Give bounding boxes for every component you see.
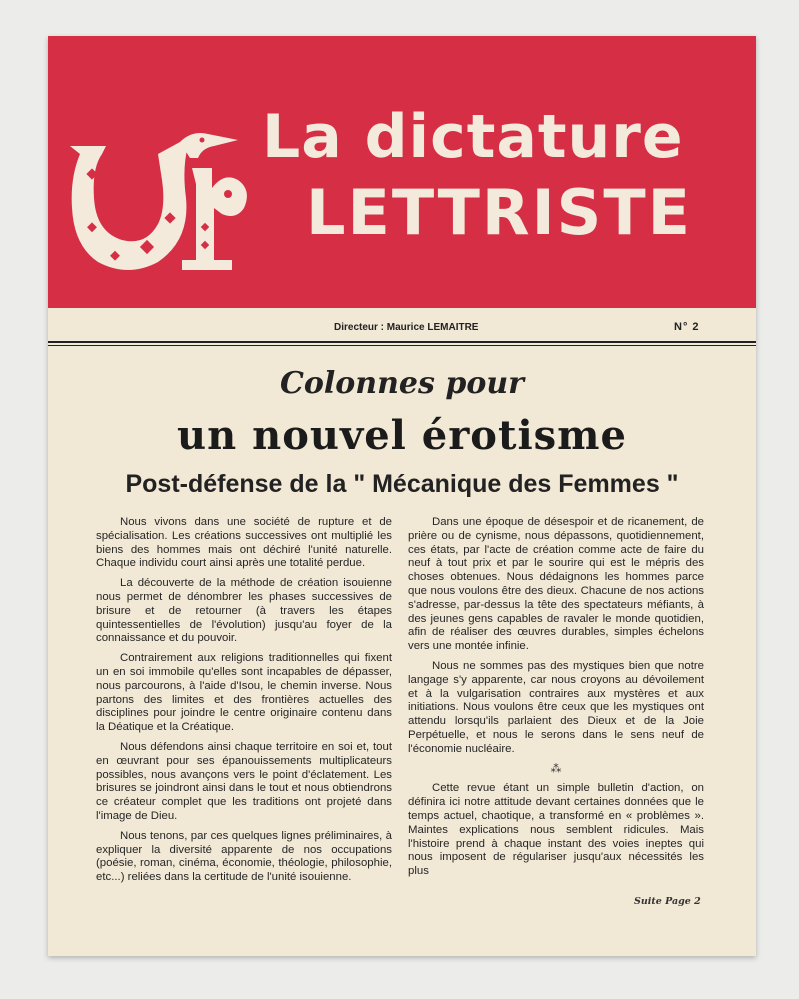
paragraph: Nous tenons, par ces quelques lignes préliminaires, à expliquer la diversité apparente de nos occupations (poésie, roman, cinéma, économie, théologie, philosophie, etc...) reliées dans la certitude de l'unité isouienne. [96, 829, 392, 884]
masthead-title-line2: LETTRISTE [306, 176, 692, 249]
article-headline: un nouvel érotisme [177, 412, 627, 459]
article-kicker: Colonnes pour [280, 366, 524, 401]
issue-number: N° 2 [674, 321, 700, 333]
paragraph: Cette revue étant un simple bulletin d'action, on définira ici notre attitude devant certaines données que le temps actuel, chaotique, a transformé en « problèmes ». Maintes explications nous semblent ridicules. Mais l'histoire prend à chaque instant des voies ineptes qui nous imposent de régulariser jusqu'aux nécessités les plus [408, 782, 704, 878]
paragraph: Nous ne sommes pas des mystiques bien que notre langage s'y apparente, car nous croyons au dévoilement et à la vulgarisation contraires aux mystères et aux initiations. Nous voulons être ceux que les mystiques ont attendu lorsqu'ils parlaient des Dieux et de la Joie Perpétuelle, et nous le serons dans le sens neuf de l'économie nucléaire. [408, 659, 704, 755]
right-column [408, 516, 704, 885]
double-rule-bottom [48, 345, 756, 346]
double-rule-top [48, 341, 756, 343]
paragraph: Nous défendons ainsi chaque territoire en soi et, tout en œuvrant pour ses épanouissements multiplicateurs possibles, nous avançons vers le point d'éclatement. Les brisures se joindront ainsi dans le tout et nous obtiendrons ce créateur complet que les traditions ont projeté dans l'image de Dieu. [96, 740, 392, 822]
ur-bird-logo-icon [62, 128, 258, 278]
director-credit: Directeur : Maurice LEMAITRE [334, 322, 479, 333]
paragraph: Dans une époque de désespoir et de ricanement, de prière ou de cynisme, nous dépassons, quotidiennement, ces états, par l'acte de création comme acte de faire du neuf à tout prix et par le sourire qui est le mépris des choses obtenues. Nous dédaignons les hommes parce que nous voulons être des dieux. Chacune de nos actions s'adresse, par-dessus la tête des spectateurs méfiants, à des jeunes gens capables de ravaler le monde quotidien, afin de réaliser des œuvres durables, simples échelons vers une montée infinie. [408, 516, 704, 653]
continued-note: Suite Page 2 [634, 896, 701, 907]
paragraph: Contrairement aux religions traditionnelles qui fixent un en soi immobile qu'elles sont incapables de dépasser, nous parcourons, à l'aide d'Isou, le chemin inverse. Nous partons des limites et des frontières actuelles des disciplines pour joindre le centre originaire contenu dans la Déatique et la Créatique. [96, 652, 392, 734]
masthead-title-line1: La dictature [262, 102, 684, 172]
paragraph: La découverte de la méthode de création isouienne nous permet de dénombrer les phases successives de brisure et de retourner (à travers les étapes quintessentielles de l'évolution) jusqu'au foyer de la connaissance et du pouvoir. [96, 577, 392, 645]
left-column [96, 516, 392, 891]
info-bar [48, 314, 756, 344]
paragraph: Nous vivons dans une société de rupture et de spécialisation. Les créations successives ont multiplié les biens des hommes mais ont déchiré l'unité naturelle. Chaque individu court ainsi après une totalité perdue. [96, 516, 392, 570]
newspaper-page [48, 36, 756, 956]
section-divider-icon: ⁂ [550, 762, 562, 775]
masthead [48, 36, 756, 308]
article-subtitle: Post-défense de la " Mécanique des Femmes " [125, 470, 679, 498]
